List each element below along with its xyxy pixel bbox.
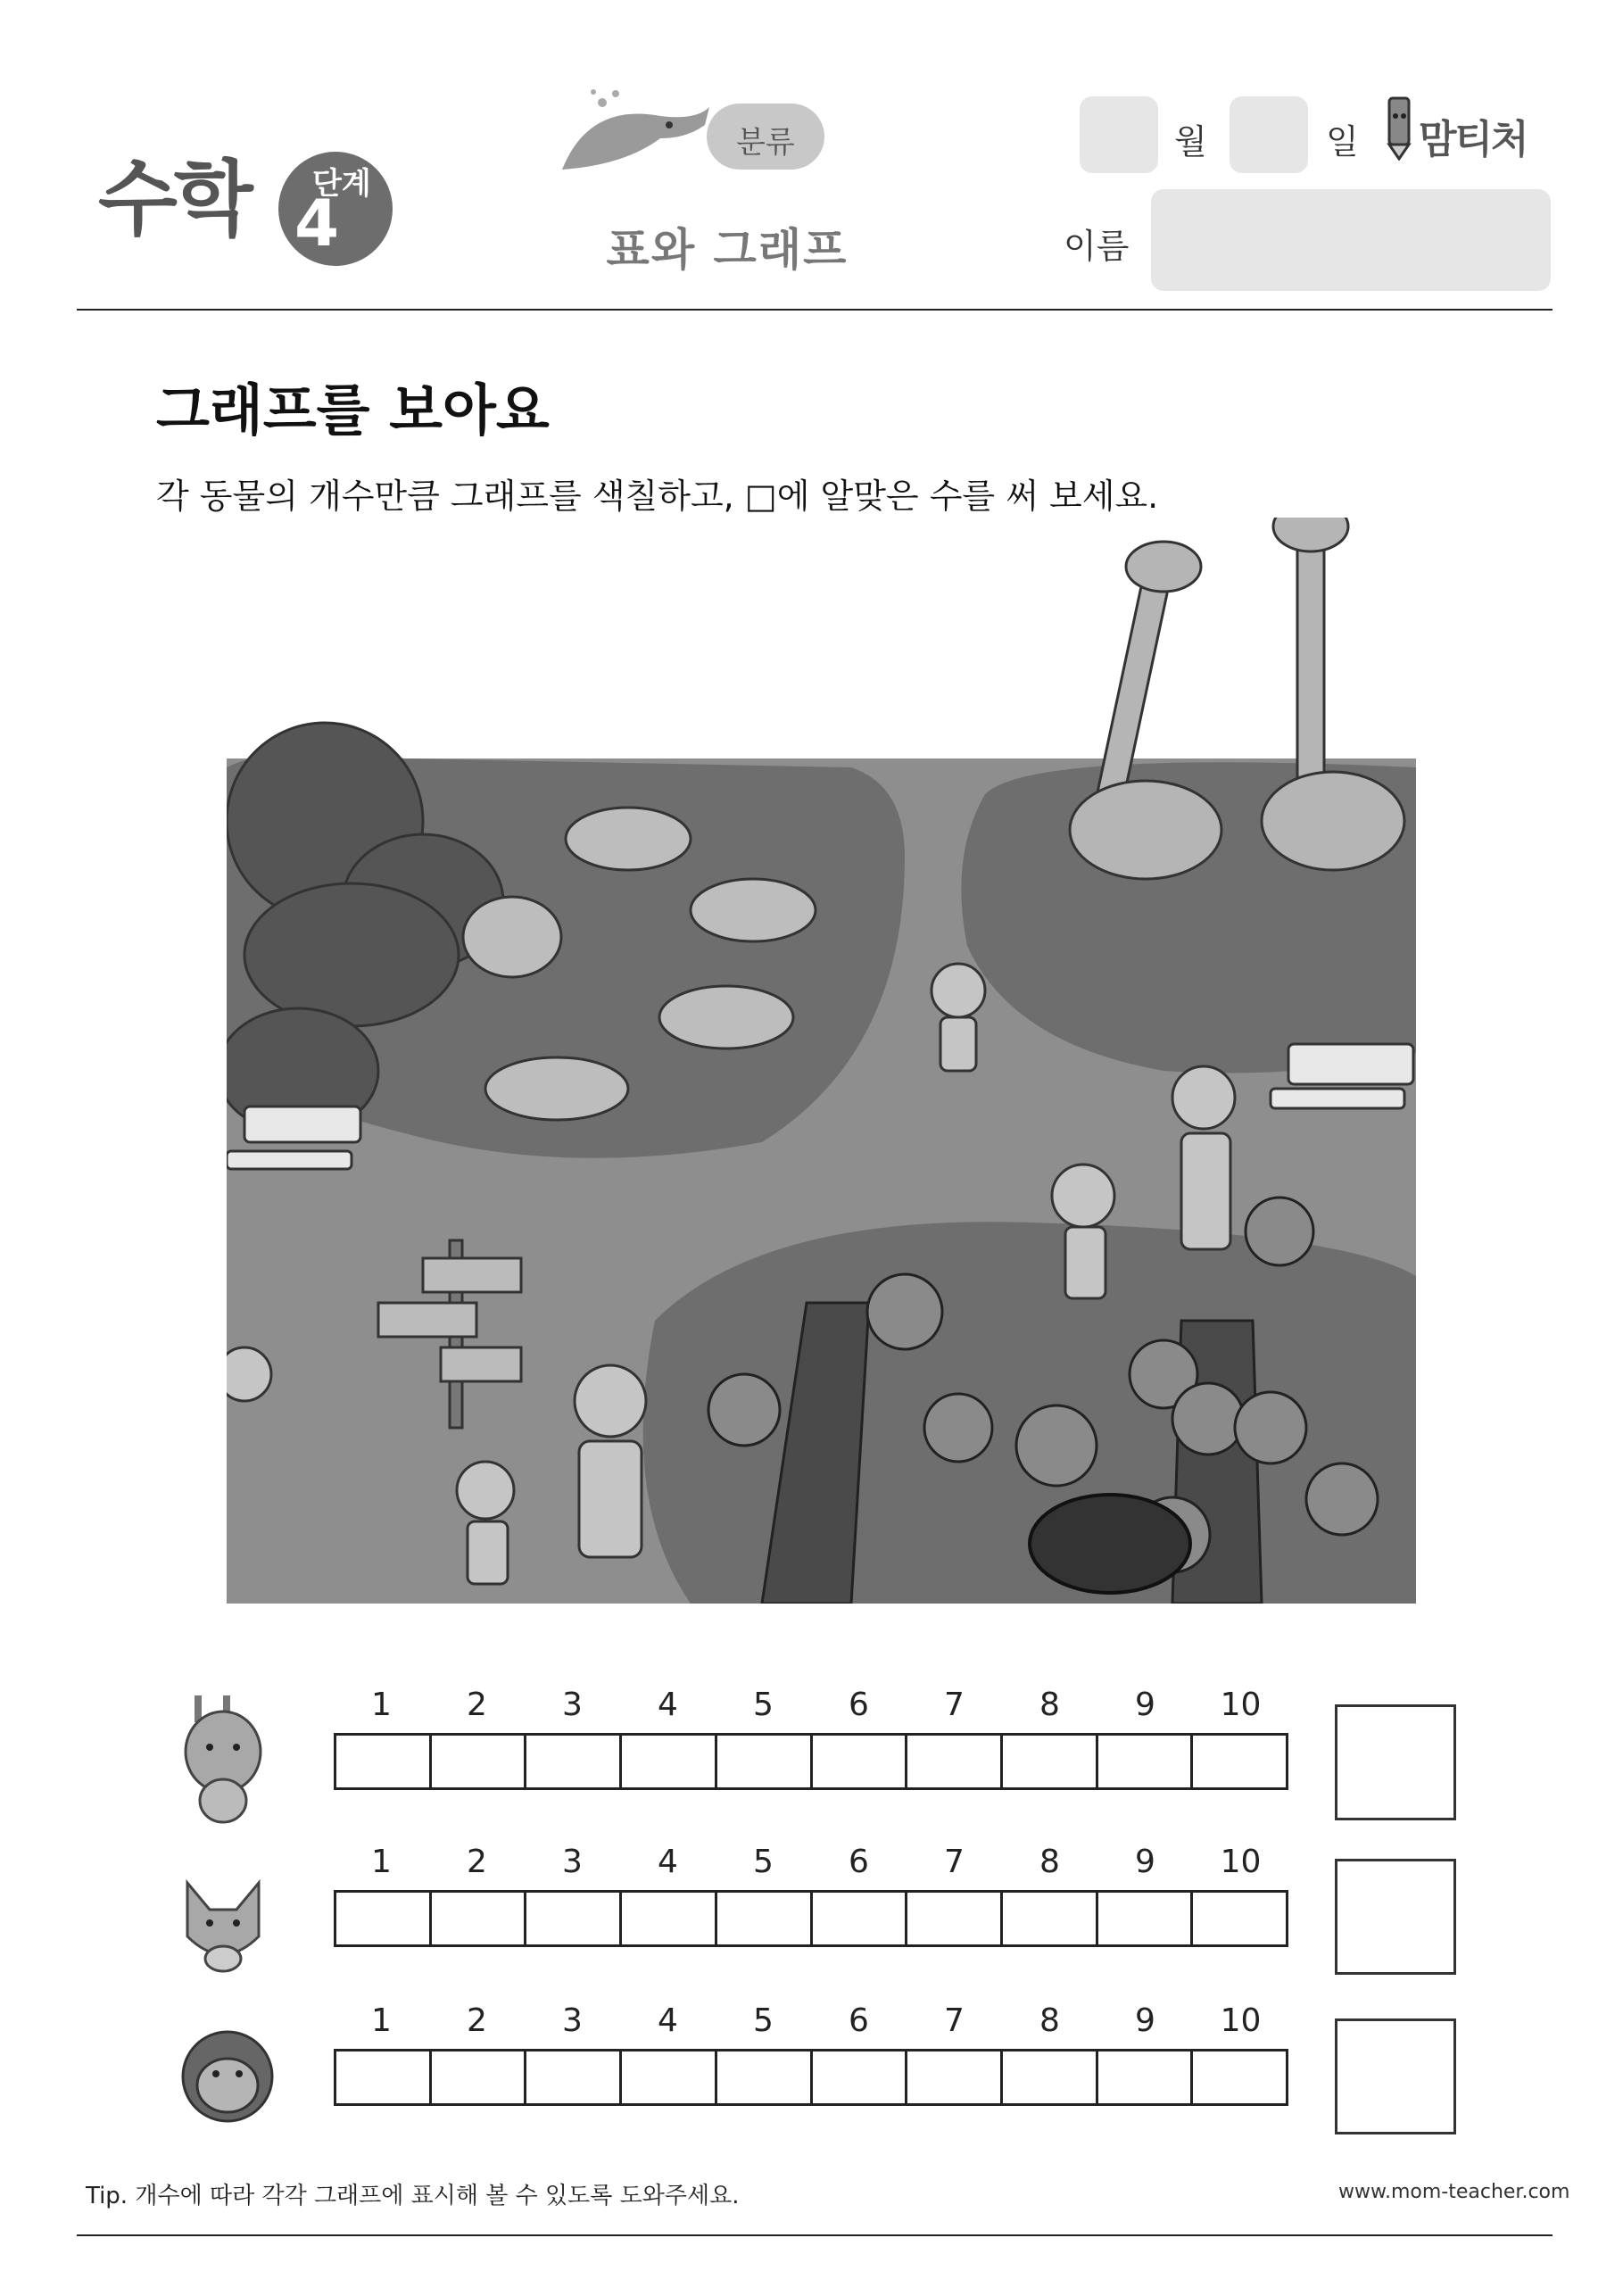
graph-cell[interactable]: [622, 1736, 717, 1787]
level-number: 4: [294, 186, 340, 261]
graph-cell[interactable]: [622, 1893, 717, 1944]
tire-swing: [1030, 1495, 1190, 1593]
answer-box-monkey[interactable]: [1335, 2018, 1456, 2134]
graph-cell[interactable]: [1193, 1736, 1286, 1787]
brand-title: 수학: [98, 152, 250, 247]
scale-numbers-fox: 1 2 3 4 5 6 7 8 9 10: [371, 1844, 1262, 1880]
header-divider: [77, 309, 1553, 311]
graph-cell[interactable]: [1003, 2051, 1098, 2103]
tip-text: Tip. 개수에 따라 각각 그래프에 표시해 볼 수 있도록 도와주세요.: [86, 2183, 740, 2209]
graph-cell[interactable]: [1193, 1893, 1286, 1944]
answer-box-giraffe[interactable]: [1335, 1704, 1456, 1820]
day-input-box[interactable]: [1230, 96, 1308, 173]
graph-cell[interactable]: [1003, 1736, 1098, 1787]
answer-box-fox[interactable]: [1335, 1859, 1456, 1975]
whale-icon: [553, 85, 723, 183]
graph-cell[interactable]: [907, 1736, 1003, 1787]
name-input-box[interactable]: [1151, 189, 1551, 291]
graph-cell[interactable]: [907, 1893, 1003, 1944]
graph-cell[interactable]: [813, 2051, 908, 2103]
brand-logo: 맘티처: [1419, 117, 1528, 162]
category-label: 분류: [736, 125, 795, 161]
graph-row-monkey: [334, 2049, 1288, 2106]
giraffe-head-icon: [170, 1694, 277, 1828]
graph-cell[interactable]: [432, 2051, 527, 2103]
worksheet-subtitle: 표와 그래프: [606, 224, 849, 276]
name-label: 이름: [1064, 227, 1130, 266]
section-heading: 그래프를 보아요: [156, 377, 550, 443]
graph-cell[interactable]: [717, 1893, 813, 1944]
fox-head-icon: [170, 1874, 277, 1981]
graph-cell[interactable]: [1098, 1893, 1194, 1944]
graph-cell[interactable]: [336, 2051, 432, 2103]
graph-cell[interactable]: [1003, 1893, 1098, 1944]
graph-cell[interactable]: [432, 1736, 527, 1787]
graph-row-fox: [334, 1890, 1288, 1947]
footer-divider: [77, 2234, 1553, 2236]
instruction-text: 각 동물의 개수만큼 그래프를 색칠하고, □에 알맞은 수를 써 보세요.: [156, 477, 1159, 516]
graph-cell[interactable]: [526, 1893, 622, 1944]
graph-cell[interactable]: [1193, 2051, 1286, 2103]
graph-cell[interactable]: [717, 2051, 813, 2103]
graph-cell[interactable]: [336, 1893, 432, 1944]
site-url: www.mom-teacher.com: [1338, 2181, 1570, 2203]
graph-cell[interactable]: [526, 1736, 622, 1787]
month-label: 월: [1174, 122, 1207, 162]
zoo-illustration: [227, 518, 1416, 1604]
day-label: 일: [1326, 122, 1359, 162]
level-step-label: 단계: [312, 166, 371, 202]
scale-numbers-monkey: 1 2 3 4 5 6 7 8 9 10: [371, 2002, 1262, 2039]
graph-cell[interactable]: [813, 1893, 908, 1944]
graph-cell[interactable]: [432, 1893, 527, 1944]
graph-cell[interactable]: [907, 2051, 1003, 2103]
monkey-head-icon: [170, 2027, 286, 2126]
graph-cell[interactable]: [1098, 1736, 1194, 1787]
graph-cell[interactable]: [336, 1736, 432, 1787]
graph-cell[interactable]: [813, 1736, 908, 1787]
graph-row-giraffe: [334, 1733, 1288, 1790]
graph-cell[interactable]: [717, 1736, 813, 1787]
scale-numbers-giraffe: 1 2 3 4 5 6 7 8 9 10: [371, 1687, 1262, 1723]
pencil-logo-icon: [1379, 89, 1423, 161]
graph-cell[interactable]: [526, 2051, 622, 2103]
graph-cell[interactable]: [622, 2051, 717, 2103]
month-input-box[interactable]: [1080, 96, 1158, 173]
graph-cell[interactable]: [1098, 2051, 1194, 2103]
